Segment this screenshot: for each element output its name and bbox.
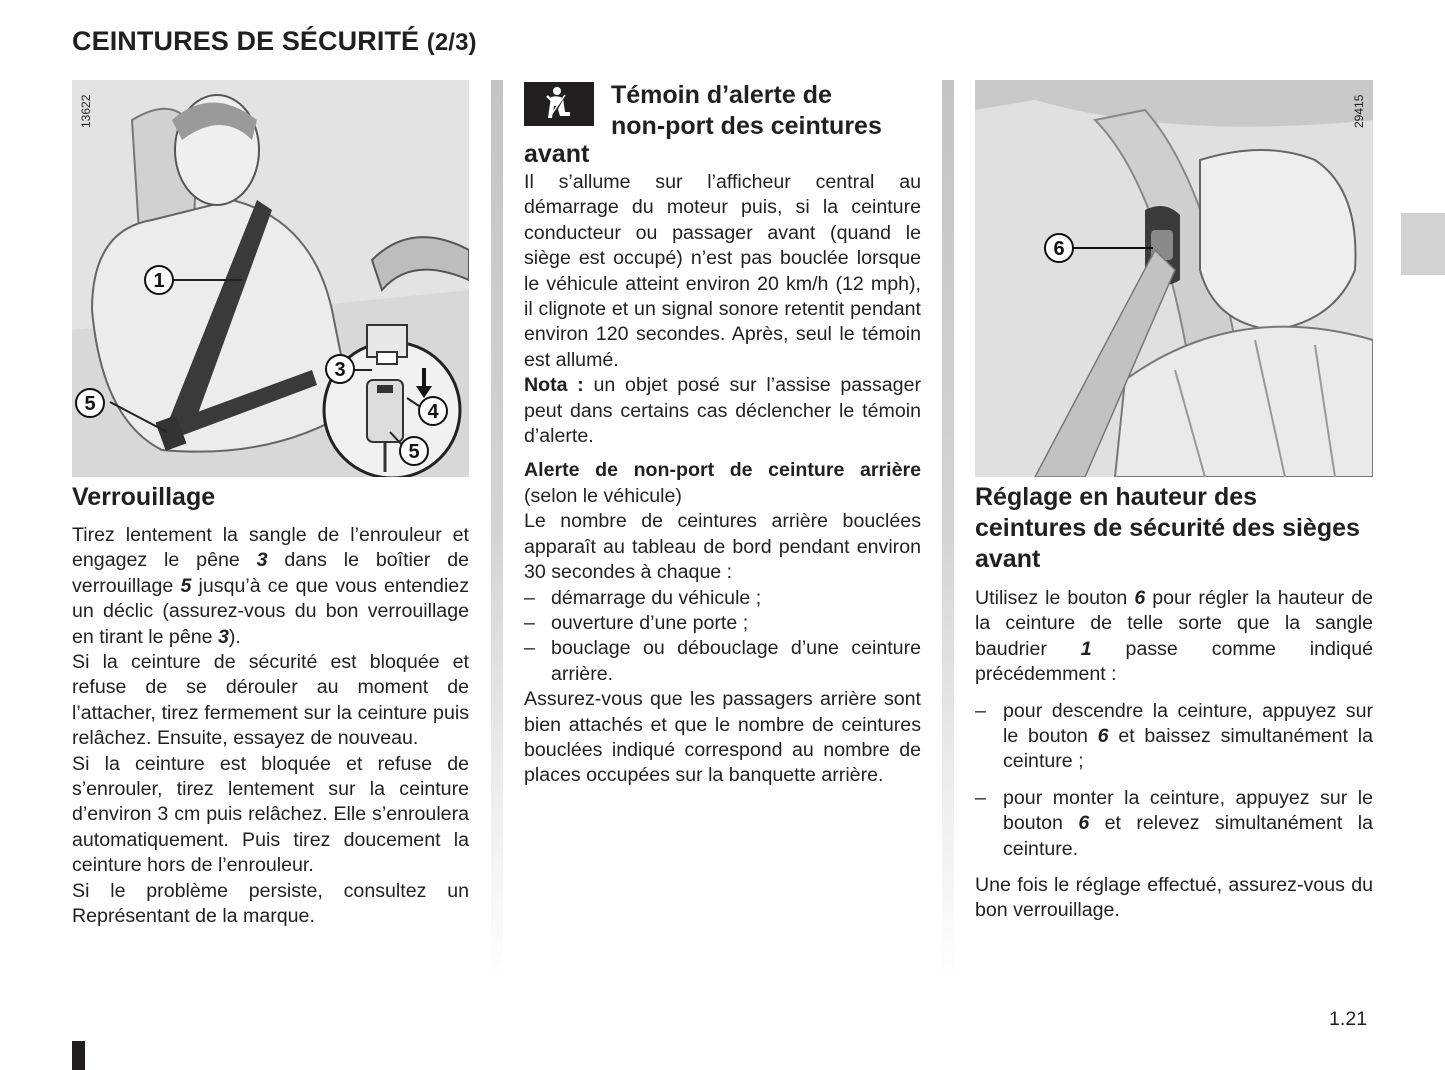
paragraph-locking: [72, 523, 469, 650]
chapter-tab: [1401, 213, 1445, 275]
ref-3: 3: [217, 625, 229, 648]
list-text: [1003, 699, 1373, 775]
text: pour monter la ceinture, appuyez sur le bouton: [1003, 786, 1373, 835]
height-adjust-drawing: [975, 80, 1373, 477]
illustration-ref: 13622: [79, 94, 93, 128]
paragraph-after-adjust: Une fois le réglage effectué, assurez-vous du bon verrouillage.: [975, 874, 1373, 922]
heading-line: non-port des ceintures: [611, 112, 882, 140]
callout-5-buckle: 5: [408, 441, 420, 463]
left-column: [72, 482, 469, 930]
list-text: démarrage du véhicule ;: [551, 586, 762, 609]
ref-3: 3: [256, 549, 268, 572]
text: et baissez simultanément la ceinture ;: [1003, 725, 1373, 773]
text: Tirez lentement la sangle de l’enrouleur et engagez le pêne: [72, 524, 469, 572]
heading-temoin: [611, 80, 882, 142]
corner-mark: [72, 1041, 85, 1070]
list-item: [524, 611, 921, 636]
list-marker: –: [975, 786, 986, 809]
text: dans le boîtier de verrouillage: [72, 549, 469, 597]
heading-temoin-last: avant: [524, 140, 590, 168]
list-text: [1003, 786, 1373, 862]
rear-alert-title: [524, 458, 921, 509]
warning-heading: [524, 80, 921, 142]
illustration-height-adjust: [975, 80, 1373, 477]
text: et relevez simultanément la ceinture.: [1003, 812, 1373, 860]
seatbelt-warning-icon: [524, 82, 594, 126]
callout-1: 1: [153, 270, 165, 292]
list-text: bouclage ou débouclage d’une ceinture arrière.: [551, 637, 921, 685]
callout-3: 3: [334, 359, 346, 381]
text: un objet posé sur l’assise passager peut dans certains cas déclencher le témoin d’alerte.: [524, 374, 921, 448]
callout-6: 6: [1053, 238, 1065, 260]
text: jusqu’à ce que vous entendiez un déclic (assurez-vous du bon verrouillage en tirant le pêne: [72, 574, 470, 648]
list-item: [524, 586, 921, 611]
list-marker: –: [524, 586, 535, 609]
text: passe comme indiqué précédemment :: [975, 637, 1373, 686]
list-marker: –: [975, 699, 986, 722]
ref-6: 6: [1134, 587, 1146, 609]
page-title-part: (2/3): [426, 29, 477, 56]
ref-5: 5: [180, 574, 192, 597]
text: pour descendre la ceinture, appuyez sur le bouton: [1003, 699, 1373, 748]
callout-4: 4: [427, 401, 439, 423]
rear-title: Alerte de non-port de ceinture arrière: [524, 459, 921, 482]
paragraph-adjust: [975, 586, 1373, 688]
callout-5-belt: 5: [84, 393, 96, 415]
ref-6: 6: [1097, 725, 1109, 748]
illustration-ref: 29415: [1352, 94, 1366, 128]
list-item: [975, 786, 1373, 862]
page-title-text: CEINTURES DE SÉCURITÉ: [72, 26, 420, 56]
paragraph-blocked-unroll: Si la ceinture de sécurité est bloquée et refuse de se dérouler au moment de l’attacher, tirez fermement sur la ceinture puis relâchez. Ensuite, essayez de nouveau.: [72, 651, 469, 750]
paragraph-nota: [524, 373, 921, 449]
list-item: [975, 699, 1373, 775]
nota-label: Nota :: [524, 374, 584, 397]
middle-column: [524, 80, 921, 789]
heading-verrouillage: Verrouillage: [72, 483, 216, 511]
list-text: ouverture d’une porte ;: [551, 611, 749, 634]
heading-line: Témoin d’alerte de: [611, 81, 832, 109]
belt-locking-drawing: [72, 80, 469, 477]
paragraph-blocked-roll: Si la ceinture est bloquée et refuse de s’enrouler, tirez lentement sur la ceinture d’environ 3 cm puis relâchez. Elle s’enroulera automatiquement. Puis tirez doucement la ceinture hors de l’enrouleur.: [72, 752, 469, 877]
paragraph-rear-count: Le nombre de ceintures arrière bouclées apparaît au tableau de bord pendant environ 30 secondes à chaque :: [524, 510, 921, 584]
list-item: [524, 636, 921, 687]
page-title: [72, 26, 477, 57]
column-divider-left: [491, 80, 503, 980]
page-number: 1.21: [1329, 1008, 1368, 1030]
paragraph-rear-check: Assurez-vous que les passagers arrière sont bien attachés et que le nombre de ceintures bouclées indiqué correspond au nombre de places occupées sur la banquette arrière.: [524, 688, 921, 787]
heading-reglage: Réglage en hauteur des ceintures de sécurité des sièges avant: [975, 483, 1360, 573]
ref-1: 1: [1080, 637, 1092, 660]
list-marker: –: [524, 611, 535, 634]
text: (selon le véhicule): [524, 484, 682, 507]
paragraph-persist: Si le problème persiste, consultez un Représentant de la marque.: [72, 879, 469, 928]
list-marker: –: [524, 637, 535, 660]
right-column: [975, 482, 1373, 924]
text: ).: [228, 625, 241, 648]
text: Utilisez le bouton: [975, 587, 1135, 609]
paragraph-front-alert: Il s’allume sur l’afficheur central au démarrage du moteur puis, si la ceinture conducteur ou passager avant (quand le siège est occupé) n’est pas bouclée lorsque le véhicule atteint environ 20 km/h (12 mph), il clignote et un signal sonore retentit pendant environ 120 secondes. Après, seul le témoin est allumé.: [524, 171, 921, 371]
ref-6: 6: [1078, 812, 1090, 835]
text: pour régler la hauteur de la ceinture de telle sorte que la sangle baudrier: [975, 587, 1374, 660]
column-divider-right: [942, 80, 954, 980]
illustration-belt-locking: [72, 80, 469, 477]
